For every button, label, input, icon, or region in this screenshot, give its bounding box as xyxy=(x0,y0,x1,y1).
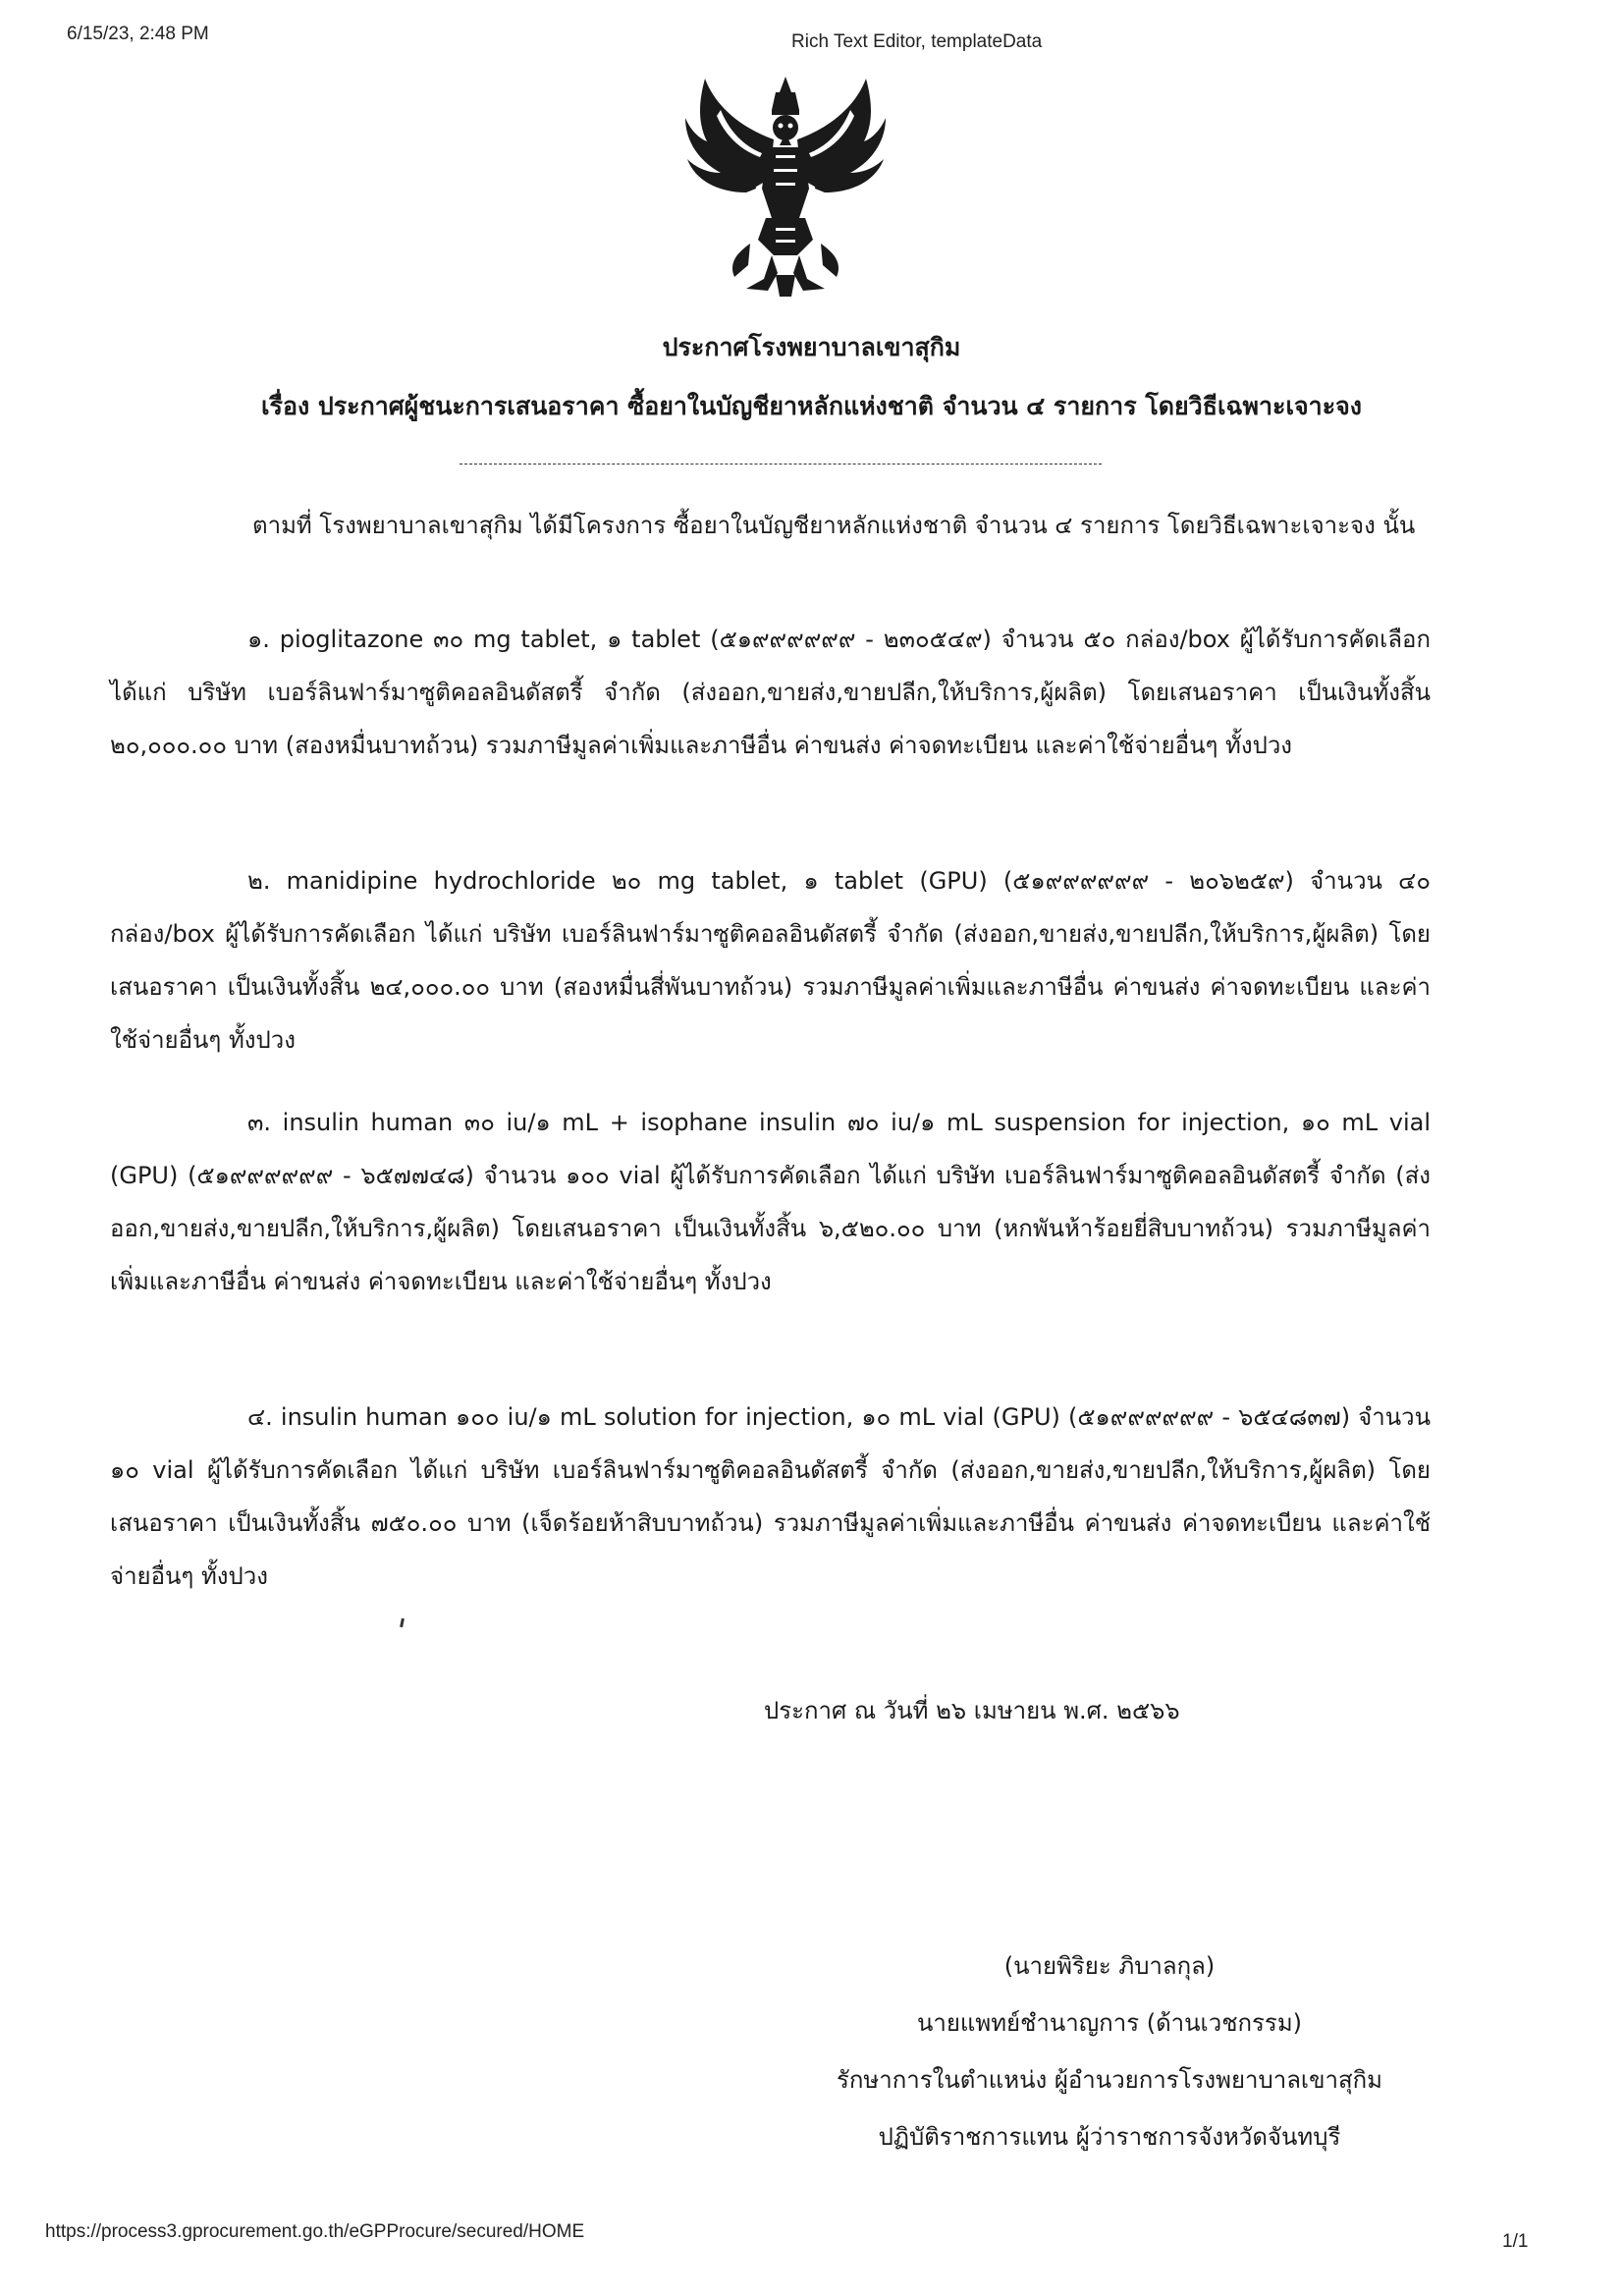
signatory-name: (นายพิริยะ ภิบาลกุล) xyxy=(1003,1952,1216,1980)
signatory-on-behalf: ปฏิบัติราชการแทน ผู้ว่าราชการจังหวัดจันทบุรี xyxy=(878,2123,1341,2151)
item-text: ๒. manidipine hydrochloride ๒๐ mg tablet, ๑ tablet (GPU) (๕๑๙๙๙๙๙๙ - ๒๐๖๒๕๙) จำนวน ๔๐ กล่อง/box ผู้ได้รับการคัดเลือก ได้แก่ บริษัท เบอร์ลินฟาร์มาซูติคอลอินดัสตรี้ จำกัด (ส่งออก,ขายส่ง,ขายปลีก,ให้บริการ,ผู้ผลิต) โดยเสนอราคา เป็นเงินทั้งสิ้น ๒๔,๐๐๐.๐๐ บาท (สองหมื่นสี่พันบาทถ้วน) รวมภาษีมูลค่าเพิ่มและภาษีอื่น ค่าขนส่ง ค่าจดทะเบียน และค่าใช้จ่ายอื่นๆ ทั้งปวง xyxy=(110,867,1431,1054)
signatory-acting-role: รักษาการในตำแหน่ง ผู้อำนวยการโรงพยาบาลเขาสุกิม xyxy=(836,2066,1382,2094)
print-page-number: 1/1 xyxy=(1502,2231,1529,2252)
print-url: https://process3.gprocurement.go.th/eGPProcure/secured/HOME xyxy=(45,2221,585,2242)
signatory-position: นายแพทย์ชำนาญการ (ด้านเวชกรรม) xyxy=(916,2009,1303,2037)
item-text: ๔. insulin human ๑๐๐ iu/๑ mL solution for injection, ๑๐ mL vial (GPU) (๕๑๙๙๙๙๙๙ - ๖๕๔๘๓๗) จำนวน ๑๐ vial ผู้ได้รับการคัดเลือก ได้แก่ บริษัท เบอร์ลินฟาร์มาซูติคอลอินดัสตรี้ จำกัด (ส่งออก,ขายส่ง,ขายปลีก,ให้บริการ,ผู้ผลิต) โดยเสนอราคา เป็นเงินทั้งสิ้น ๗๕๐.๐๐ บาท (เจ็ดร้อยห้าสิบบาทถ้วน) รวมภาษีมูลค่าเพิ่มและภาษีอื่น ค่าขนส่ง ค่าจดทะเบียน และค่าใช้จ่ายอื่นๆ ทั้งปวง xyxy=(110,1403,1431,1590)
item-text: ๑. pioglitazone ๓๐ mg tablet, ๑ tablet (๕๑๙๙๙๙๙๙ - ๒๓๐๕๔๙) จำนวน ๕๐ กล่อง/box ผู้ได้รับการคัดเลือก ได้แก่ บริษัท เบอร์ลินฟาร์มาซูติคอลอินดัสตรี้ จำกัด (ส่งออก,ขายส่ง,ขายปลีก,ให้บริการ,ผู้ผลิต) โดยเสนอราคา เป็นเงินทั้งสิ้น ๒๐,๐๐๐.๐๐ บาท (สองหมื่นบาทถ้วน) รวมภาษีมูลค่าเพิ่มและภาษีอื่น ค่าขนส่ง ค่าจดทะเบียน และค่าใช้จ่ายอื่นๆ ทั้งปวง xyxy=(110,626,1431,759)
title-divider xyxy=(460,464,1102,465)
item-paragraph-3 xyxy=(110,1096,1431,1308)
item-paragraph-4 xyxy=(110,1391,1431,1603)
item-text: ๓. insulin human ๓๐ iu/๑ mL + isophane insulin ๗๐ iu/๑ mL suspension for injection, ๑๐ mL vial (GPU) (๕๑๙๙๙๙๙๙ - ๖๕๗๗๔๘) จำนวน ๑๐๐ vial ผู้ได้รับการคัดเลือก ได้แก่ บริษัท เบอร์ลินฟาร์มาซูติคอลอินดัสตรี้ จำกัด (ส่งออก,ขายส่ง,ขายปลีก,ให้บริการ,ผู้ผลิต) โดยเสนอราคา เป็นเงินทั้งสิ้น ๖,๕๒๐.๐๐ บาท (หกพันห้าร้อยยี่สิบบาทถ้วน) รวมภาษีมูลค่าเพิ่มและภาษีอื่น ค่าขนส่ง ค่าจดทะเบียน และค่าใช้จ่ายอื่นๆ ทั้งปวง xyxy=(110,1109,1431,1295)
scan-mark xyxy=(400,1618,405,1627)
item-paragraph-2 xyxy=(110,854,1431,1066)
item-paragraph-1 xyxy=(110,613,1431,772)
announcement-date: ประกาศ ณ วันที่ ๒๖ เมษายน พ.ศ. ๒๕๖๖ xyxy=(764,1697,1180,1724)
intro-paragraph xyxy=(110,499,1431,552)
intro-text: ตามที่ โรงพยาบาลเขาสุกิม ได้มีโครงการ ซื้อยาในบัญชียาหลักแห่งชาติ จำนวน ๔ รายการ โดยวิธีเฉพาะเจาะจง นั้น xyxy=(252,512,1416,539)
announcement-title: ประกาศโรงพยาบาลเขาสุกิม xyxy=(662,333,961,361)
garuda-emblem-icon xyxy=(677,71,893,301)
print-timestamp: 6/15/23, 2:48 PM xyxy=(67,24,209,44)
print-title: Rich Text Editor, templateData xyxy=(791,31,1043,52)
announcement-subject: เรื่อง ประกาศผู้ชนะการเสนอราคา ซื้อยาในบัญชียาหลักแห่งชาติ จำนวน ๔ รายการ โดยวิธีเฉพาะเจาะจง xyxy=(260,392,1362,420)
